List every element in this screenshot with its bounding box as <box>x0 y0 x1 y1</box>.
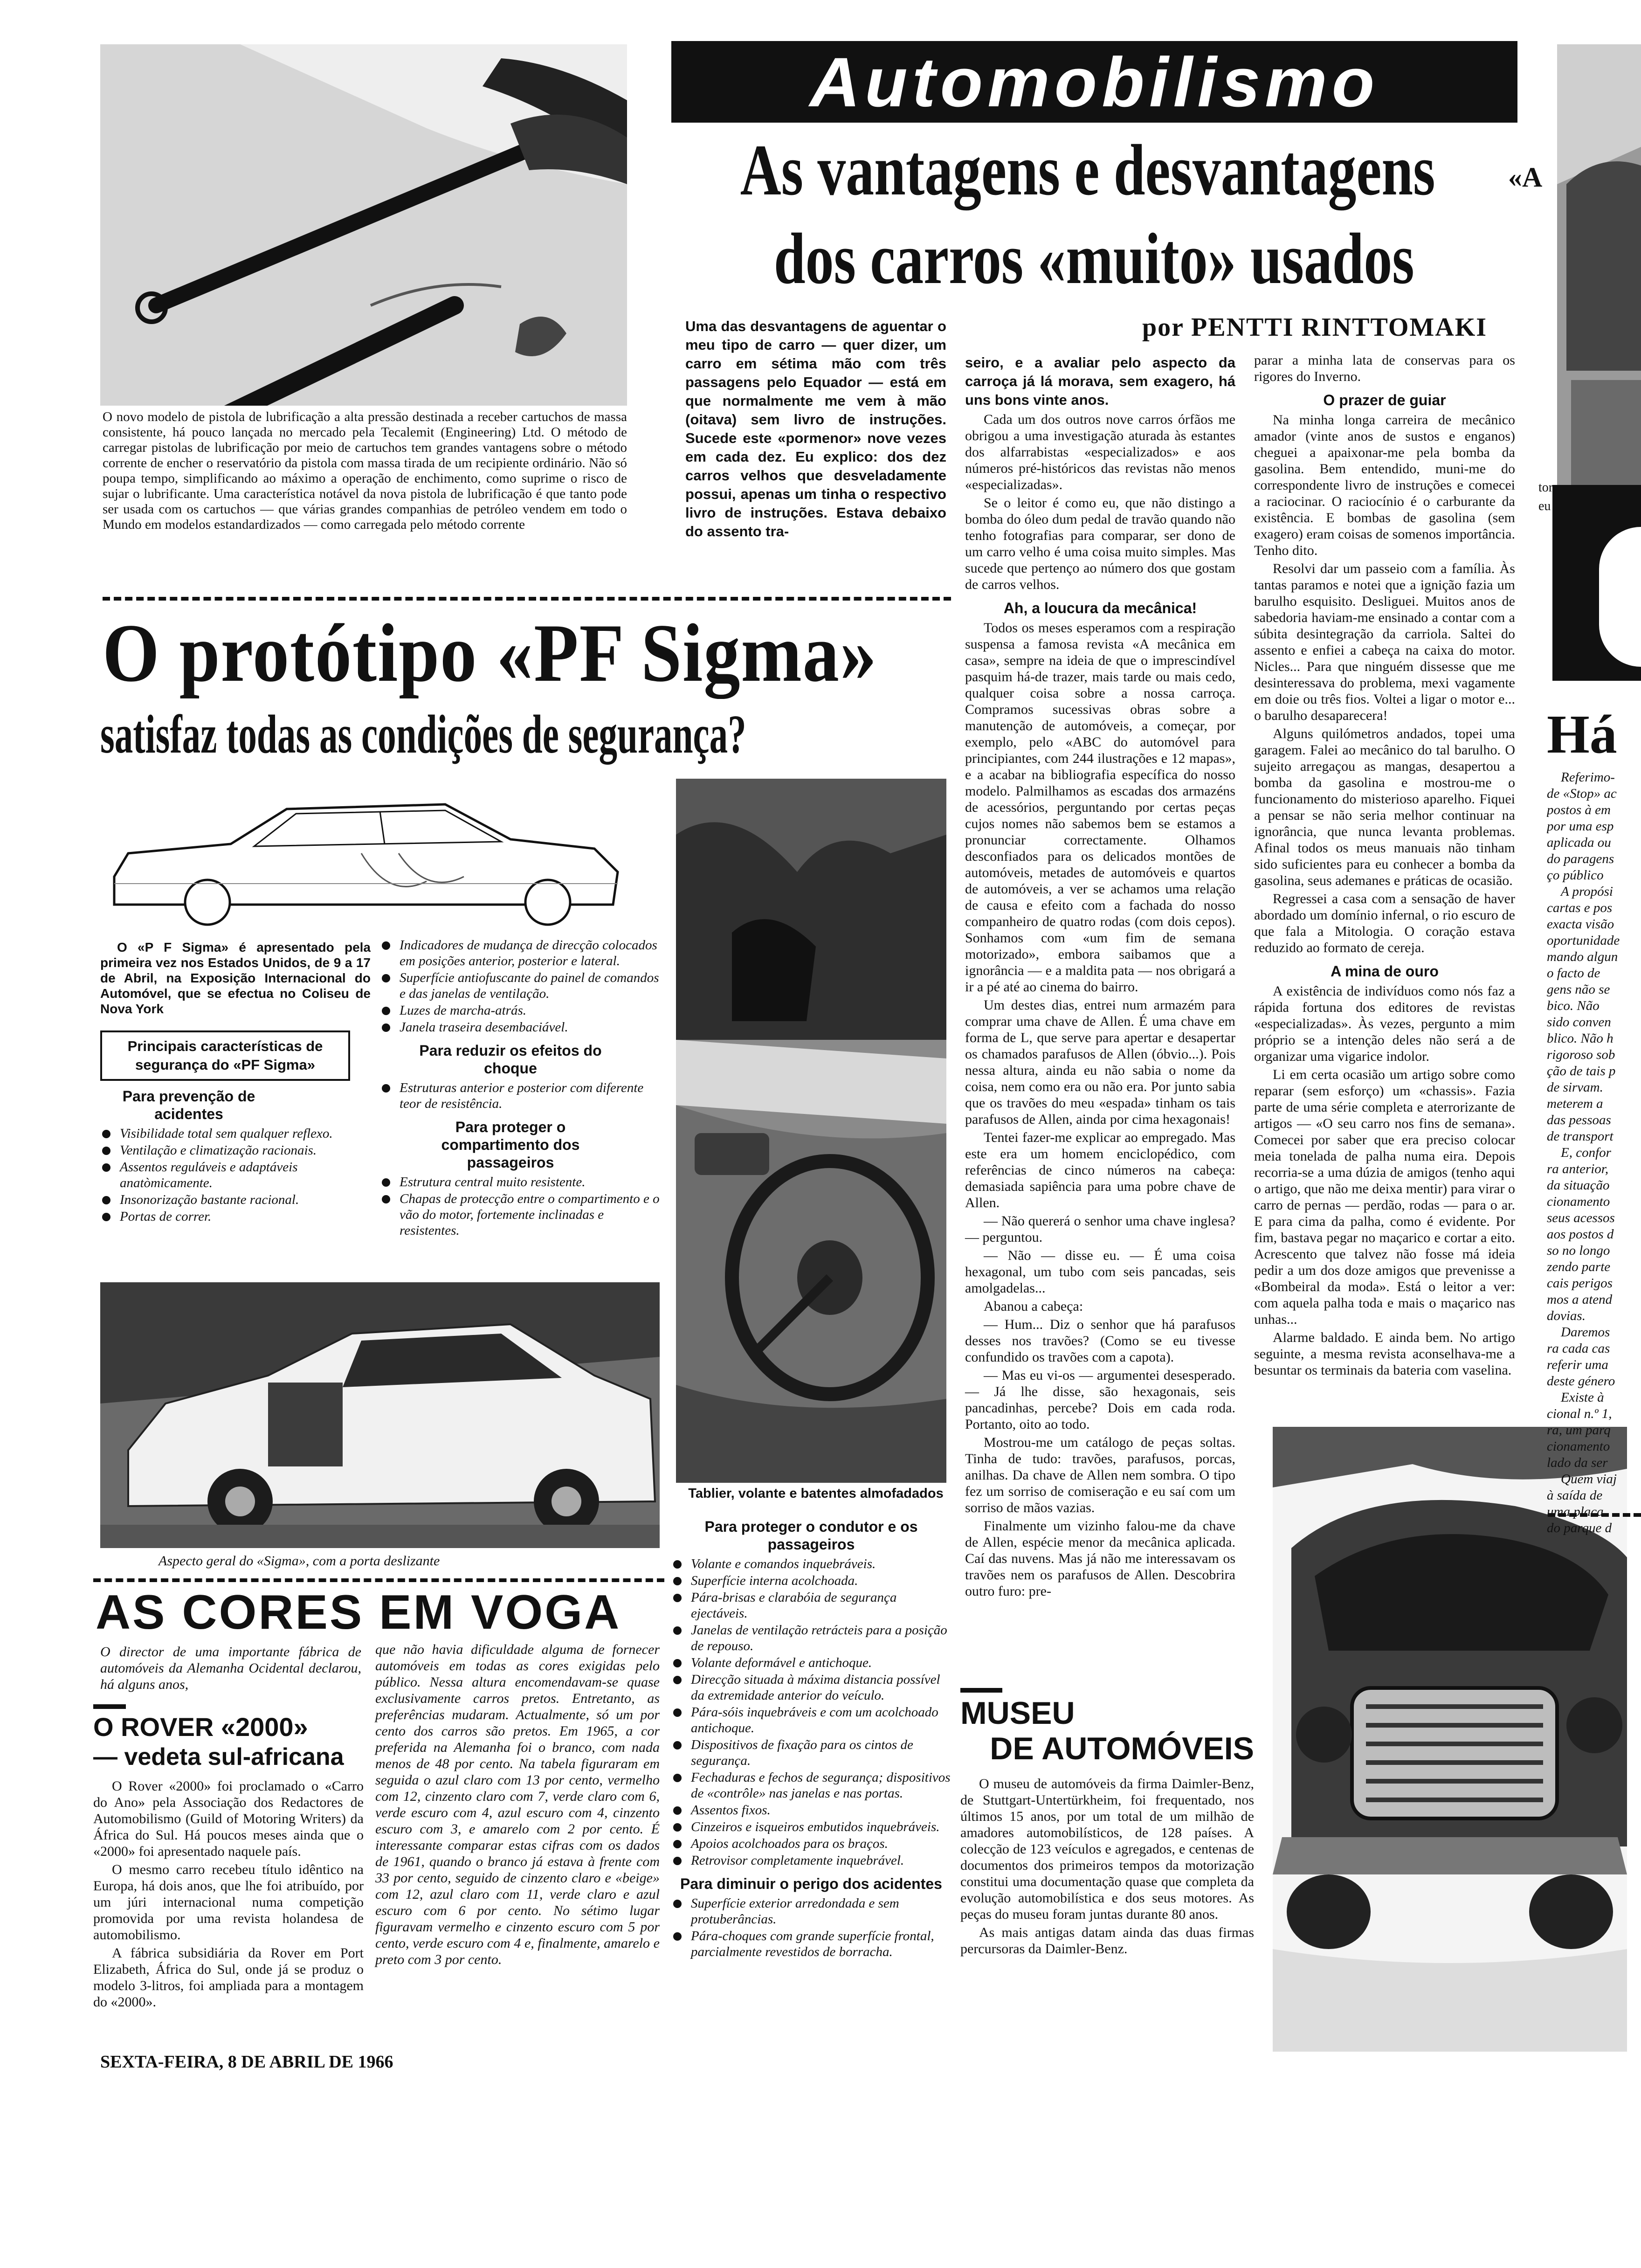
sigma-h-perigo: Para diminuir o perigo dos acidentes <box>680 1875 942 1892</box>
rover-rule <box>93 1704 126 1709</box>
sigma-cond-3: Pára-brisas e clarabóia de segurança ejectáveis. <box>671 1590 951 1621</box>
headline-edge: «A <box>1508 162 1543 193</box>
sigma-cond-12: Apoios acolchoados para os braços. <box>671 1836 951 1852</box>
edge-text-column <box>1547 699 1641 1536</box>
edge-line-24: E, confor <box>1561 1145 1611 1160</box>
sigma-l2-1: Indicadores de mudança de direcção colocados em posições anterior, posterior e lateral. <box>380 937 660 969</box>
edge-line-21: meterem a <box>1547 1096 1603 1111</box>
col3-p3: Se o leitor é como eu, que não distingo a bomba do óleo dum pedal de travão quando não tenho fotografias para comparar, ser dono de um carro velho é uma coisa muito simples. Mas sucede que pertenço ao número dos que gostam de carros velhos. <box>965 495 1235 592</box>
cores-title: AS CORES EM VOGA <box>96 1585 621 1639</box>
sigma-l2-2: Superfície antiofuscante do painel de comandos e das janelas de ventilação. <box>380 970 660 1002</box>
sigma-box <box>100 1030 350 1081</box>
sigma-h-comp: Para proteger o compartimento dos passageiros <box>441 1119 580 1171</box>
sigma-title: O protótipo «PF Sigma» <box>103 607 877 699</box>
edge-line-42: cionamento <box>1547 1439 1610 1454</box>
edge-line-23: de transport <box>1547 1129 1613 1144</box>
edge-line-47: do parque d <box>1547 1521 1612 1535</box>
sigma-perigo-2: Pára-choques com grande superfície frontal, parcialmente revestidos de borracha. <box>671 1928 951 1960</box>
tecalemit-caption: O novo modelo de pistola de lubrificação a alta pressão destinada a receber cartuchos de massa consistente, há pouco lançada no mercado pela Tecalemit (Engineering) Ltd. O método de carregar pistolas de lubrificação por meio de cartuchos tem grandes vantagens sobre o método corrente de encher o reservatório da pistola com massa tirada de um recipiente ordinário. Não só poupa tempo, simplificando ao máximo a operação de enchimento, como suprime o risco de sujar o lubrificante. Uma característica notável da nova pistola de lubrificação é que tanto pode ser usada com os cartuchos — que várias grandes companhias de petróleo vendem em todo o Mundo em modelos estandardizados — como carregada pelo método corrente <box>103 409 627 532</box>
edge-line-29: aos postos d <box>1547 1227 1614 1242</box>
museu-title2: DE AUTOMÓVEIS <box>990 1731 1254 1766</box>
rover-p3: A fábrica subsidiária da Rover em Port Elizabeth, África do Sul, onde já se produz o modelo 3-litros, foi ampliada para a montagem do «2000». <box>93 1945 364 2010</box>
sigma-comp-1: Estrutura central muito resistente. <box>380 1174 660 1190</box>
sigma-l2-4: Janela traseira desembaciável. <box>380 1019 660 1035</box>
edge-line-33: mos a atend <box>1547 1292 1613 1307</box>
sigma-cond-1: Volante e comandos inquebráveis. <box>671 1556 951 1572</box>
col3b-p8: — Mas eu vi-os — argumentei desesperado. — Já lhe disse, são hexagonais, seis pancadinhas, percebe? Dois em cada roda. Portanto, oito ao todo. <box>965 1368 1235 1432</box>
sigma-drawing <box>100 783 660 933</box>
sigma-cond-8: Dispositivos de fixação para os cintos de segurança. <box>671 1737 951 1769</box>
museu-title1: MUSEU <box>960 1695 1075 1731</box>
col4b-p4: Regressei a casa com a sensação de haver abordado um domínio infernal, o rio escuro de que fala a Mitologia. O coração estava reduzido ao formato de cereja. <box>1254 891 1515 955</box>
museu-p2: As mais antigas datam ainda das duas firmas percursoras da Daimler-Benz. <box>960 1925 1254 1957</box>
edge-fragment-eu: eu <box>1538 499 1551 513</box>
edge-line-43: lado da ser <box>1547 1455 1608 1470</box>
sigma-list-perigo <box>671 1895 951 1960</box>
sigma-list-choque <box>380 1080 660 1112</box>
sigma-h-choque: Para reduzir os efeitos do choque <box>419 1042 602 1077</box>
col4b-p3: Alguns quilómetros andados, topei uma garagem. Falei ao mecânico do tal barulho. O sujeito arregaçou as mangas, desapertou a bomba da gasolina e mostrou-me o funcionamento do misterioso aparelho. Fiquei a pensar se não seria melhor continuar na ignorância, que nunca levanta problemas. Afinal todos os meus manuais não tinham sido suficientes para eu conhecer a bomba da gasolina, seus ademanes e práticas de ocasião. <box>1254 726 1515 888</box>
banner-title: Automobilismo <box>809 43 1379 121</box>
edge-line-37: referir uma <box>1547 1357 1608 1372</box>
sigma-cond-10: Assentos fixos. <box>671 1802 951 1818</box>
column-3 <box>965 353 1235 1601</box>
col4b-p2: Resolvi dar um passeio com a família. Às tantas paramos e notei que a ignição fazia um barulho esquisito. Desliguei. Muitos anos de sabedoria haviam-me ensinado a contar com a súbita desintegração da carriola. Saltei do assento e enfiei a cabeça na caixa do motor. Nicles... Para que ninguém dissesse que me desinteressava do problema, mexi vagamente em doie ou três fios. Voltei a ligar o motor e... o barulho desaparecera! <box>1254 561 1515 723</box>
edge-line-35: Daremos <box>1561 1325 1610 1340</box>
edge-fragment-tor: tor <box>1538 480 1553 495</box>
edge-line-3: postos à em <box>1547 802 1611 817</box>
sigma-list-comp <box>380 1174 660 1238</box>
edge-photo-top <box>1557 44 1641 492</box>
sigma-list-2 <box>380 937 660 1035</box>
sigma-l2-3: Luzes de marcha-atrás. <box>380 1003 660 1018</box>
subhead-guiar: O prazer de guiar <box>1323 392 1446 408</box>
sigma-col-mid <box>380 937 660 1239</box>
edge-line-25: ra anterior, <box>1547 1162 1609 1176</box>
col3b-p7: — Hum... Diz o senhor que há parafusos desses nos travões? (Como se eu tivesse confundido os travões com a capota). <box>965 1317 1235 1365</box>
col3-p1: seiro, e a avaliar pelo aspecto da carroça já lá morava, sem exagero, há uns bons vinte anos. <box>965 354 1235 408</box>
edge-line-15: bico. Não <box>1547 998 1600 1013</box>
col4c-p2: Li em certa ocasião um artigo sobre como reparar (sem esforço) um «chassis». Fazia parte de uma série completa e aterrorizante de artigos — «O seu carro nos fins de semana». Comecei por saber que era preciso colocar meia tonelada de palha numa eira. Depois recorria-se a uma dúzia de amigos (tenho aqui o artigo, que não me deixa mentir) para virar o carro de pernas — perdão, rodas — para o ar. E para cima da palha, como é evidente. Por fim, bastava pegar no maçarico e cortar a eito. Acrescento que talvez não fosse má ideia pedir a um dos doze amigos que prevenisse a «Bombeiral da moda». Está o leitor a ver: com aquela palha toda e mais o maçarico nas unhas... <box>1254 1067 1515 1327</box>
sigma-cond-7: Pára-sóis inquebráveis e com um acolchoado antichoque. <box>671 1704 951 1736</box>
sigma-choque-1: Estruturas anterior e posterior com diferente teor de resistência. <box>380 1080 660 1112</box>
col4c-p1: A existência de indivíduos como nós faz a rápida fortuna dos editores de revistas «especializadas». Às vezes, pergunto a mim próprio se a intenção deles não será a de organizar uma vigarice indolor. <box>1254 983 1515 1064</box>
edge-line-36: ra cada cas <box>1547 1341 1610 1356</box>
sigma-cond-2: Superfície interna acolchoada. <box>671 1573 951 1589</box>
edge-heading: Há <box>1547 704 1617 765</box>
col3b-p10: Finalmente um vizinho falou-me da chave de Allen, espécie menor da mecânica aplicada. Caí das nuvens. Mas já não me interessavam os travões nem os parafusos de Allen. Descobrira outro furo: pre- <box>965 1518 1235 1599</box>
edge-line-5: aplicada ou <box>1547 835 1611 850</box>
museu-section <box>960 1688 1254 1959</box>
edge-line-4: por uma esp <box>1547 819 1614 834</box>
edge-big-letter <box>1599 527 1641 667</box>
sigma-subtitle: satisfaz todas as condições de segurança? <box>100 704 746 765</box>
sigma-car-photo <box>100 1282 660 1548</box>
edge-line-10: exacta visão <box>1547 917 1614 932</box>
edge-line-41: ra, um parq <box>1547 1423 1611 1438</box>
footer-date: SEXTA-FEIRA, 8 DE ABRIL DE 1966 <box>100 2052 393 2072</box>
edge-line-40: cional n.º 1, <box>1547 1406 1612 1421</box>
edge-dash <box>1548 1513 1641 1517</box>
sigma-prev-1: Visibilidade total sem qualquer reflexo. <box>100 1126 371 1141</box>
edge-line-31: zendo parte <box>1547 1259 1611 1274</box>
sigma-col-right <box>671 1518 951 1961</box>
rover-section <box>93 1704 364 2012</box>
museu-rule <box>960 1688 1002 1693</box>
sigma-cond-13: Retrovisor completamente inquebrável. <box>671 1853 951 1868</box>
sigma-prev-3: Assentos reguláveis e adaptáveis anatòmicamente. <box>100 1159 371 1191</box>
sigma-prev-5: Portas de correr. <box>100 1209 371 1224</box>
sigma-photo-caption: Aspecto geral do «Sigma», com a porta deslizante <box>159 1553 440 1569</box>
automobilismo-banner <box>671 41 1517 123</box>
col3-p2: Cada um dos outros nove carros órfãos me obrigou a uma investigação aturada às estantes dos alfarrabistas «especializados» e aos números pré-históricos das revistas não menos «especializadas». <box>965 412 1235 492</box>
edge-line-46: uma placa <box>1547 1504 1604 1519</box>
museu-p1: O museu de automóveis da firma Daimler-Benz, de Stuttgart-Untertürkheim, foi frequentado, nos últimos 15 anos, por um total de um milhão de amadores automobilísticos, de 128 países. A colecção de 123 veículos e agregados, e centenas de documentos dos primeiros tempos da motorização constitui uma documentação quase que completa da evolução automobilística e dos seus motores. As peças do museu foram juntas durante 80 anos. <box>960 1776 1254 1922</box>
sigma-perigo-1: Superfície exterior arredondada e sem protuberâncias. <box>671 1895 951 1927</box>
headline-line2: dos carros «muito» usados <box>774 218 1414 299</box>
sigma-col-left <box>100 940 371 1225</box>
col3b-p3: Tentei fazer-me explicar ao empregado. Mas este era um homem enciclopédico, com referências de cinco números na cabeça: demasiada sapiência para uma pobre chave de Allen. <box>965 1130 1235 1210</box>
rover-p1: O Rover «2000» foi proclamado o «Carro do Ano» pela Associação dos Redactores de Automobilismo (Guild of Motoring Writers) da África do Sul. Há poucos meses ainda que o «2000» foi apresentado naquele país. <box>93 1778 364 1859</box>
col3b-p4: — Não quererá o senhor uma chave inglesa? — perguntou. <box>965 1213 1235 1245</box>
cores-lead: O director de uma importante fábrica de automóveis da Alemanha Ocidental declarou, há alguns anos, <box>100 1644 361 1692</box>
sigma-cond-6: Direcção situada à máxima distancia possível da extremidade anterior do veículo. <box>671 1672 951 1703</box>
rover-title: O ROVER «2000» <box>93 1712 308 1742</box>
subhead-mecanica: Ah, a loucura da mecânica! <box>1003 600 1197 616</box>
col3b-p5: — Não — disse eu. — É uma coisa hexagonal, um tubo com seis pancadas, seis amolgadelas... <box>965 1248 1235 1296</box>
byline: por PENTTI RINTTOMAKI <box>1142 313 1488 342</box>
subhead-ouro: A mina de ouro <box>1331 963 1439 980</box>
col3b-p6: Abanou a cabeça: <box>984 1299 1083 1314</box>
sigma-cond-9: Fechaduras e fechos de segurança; dispositivos de «contrôle» nas janelas e nas portas. <box>671 1770 951 1801</box>
article-intro: Uma das desvantagens de aguentar o meu tipo de carro — quer dizer, um carro em sétima mão com três passagens pelo Equador — está em que normalmente me vem à mão (oitava) sem livro de instruções. Sucede este «pormenor» nove vezes em cada dez. Eu explico: dos dez carros velhos que desveladamente possui, apenas um tinha o respectivo livro de instruções. Estava debaixo do assento tra- <box>685 318 946 539</box>
edge-line-14: gens não se <box>1547 982 1610 997</box>
column-4 <box>1254 352 1515 1380</box>
edge-line-20: de sirvam. <box>1547 1080 1603 1095</box>
edge-line-22: das pessoas <box>1547 1113 1611 1127</box>
edge-line-30: so no longo <box>1547 1243 1610 1258</box>
sigma-list-condutor <box>671 1556 951 1868</box>
edge-line-44: Quem viaj <box>1561 1472 1617 1487</box>
tablier-caption: Tablier, volante e batentes almofadados <box>688 1486 944 1501</box>
headline-line1: As vantagens e desvantagens <box>740 130 1435 210</box>
edge-line-39: Existe à <box>1561 1390 1604 1405</box>
cores-body: que não havia dificuldade alguma de fornecer automóveis em todas as cores exigidas pelo público. Nessa altura encomendavam-se quase exclusivamente carros pretos. Entretanto, as preferências mudaram. Actualmente, só um por cento dos carros são pretos. Em 1965, a cor preferida na Alemanha foi o branco, com nada menos de 48 por cento. Na tabela figuraram em seguida o azul claro com 13 por cento, vermelho com 12, cinzento claro com 7, verde claro com 6, verde escuro com 4, azul escuro com 4, cinzento escuro com 3, e amarelo com 2 por cento. É interessante comparar estas cifras com os dados de 1961, quando o branco já estava à frente com 33 por cento, seguido de cinzento claro e «beige» com 12, azul claro com 11, verde claro e azul escuro com 6 por cento. No sétimo lugar figuravam vermelho e cinzento escuro com 5 por cento, verde escuro com 4 e, finalmente, amarelo e preto com 3 por cento. <box>375 1642 660 1967</box>
rover-p2: O mesmo carro recebeu título idêntico na Europa, há dois anos, que lhe foi atribuído, por um júri internacional numa competição promovida por uma revista holandesa de automobilismo. <box>93 1862 364 1943</box>
edge-line-26: da situação <box>1547 1178 1610 1193</box>
rover-subtitle: — vedeta sul-africana <box>93 1743 344 1770</box>
edge-line-11: oportunidade <box>1547 933 1620 948</box>
sigma-intro: O «P F Sigma» é apresentado pela primeira vez nos Estados Unidos, de 9 a 17 de Abril, na Exposição Internacional do Automóvel, que se efectua no Coliseu de Nova York <box>100 940 371 1016</box>
edge-line-13: o facto de <box>1547 966 1600 981</box>
sigma-h-condutor: Para proteger o condutor e os passageiros <box>704 1518 918 1553</box>
edge-line-19: ção de tais p <box>1547 1064 1616 1079</box>
col3b-p2: Um destes dias, entrei num armazém para comprar uma chave de Allen. É uma chave em forma de L, que serve para apertar e desapertar os chamados parafusos de Allen (óbvio...). Pois nessa altura, ainda eu não sabia o nome da coisa, nem como era ou não era. Por junto sabia que os travões do meu «espada» tinham os tais parafusos de Allen, ainda por cima hexagonais! <box>965 997 1235 1127</box>
edge-line-32: cais perigos <box>1547 1276 1613 1291</box>
sigma-separator <box>103 597 951 601</box>
col3b-p1: Todos os meses esperamos com a respiração suspensa a famosa revista «A mecânica em casa», sempre na ideia de que o imprescindível pasquim há-de trazer, mais tarde ou mais cedo, qualquer coisa sobre a nossa carroça. Compramos sucessivas obras sobre a manutenção de automóveis, a começar, por exemplo, pelo «ABC do automóvel para principiantes, com 244 ilustrações e 12 mapas», e a acabar na bibliografia específica do nosso modelo. Palmilhamos as escadas dos armazéns de acessórios, perguntando por certas peças cujos nomes não sabemos bem se estamos a pronunciar correctamente. Olhamos desconfiados para os delicados montões de automóveis, metades de automóveis e quartos de automóveis, a ver se achamos uma relação de causa e efeito com a fachada do nosso companheiro de quatro rodas (com dois cepos). Sonhamos com «um fim de semana motorizado», embora saibamos que a ignorância — e a maldita pata — nos obrigará a ir a pé até ao cinema do bairro. <box>965 620 1235 995</box>
edge-line-38: deste género <box>1547 1374 1615 1389</box>
edge-line-12: mando algun <box>1547 949 1618 964</box>
edge-line-27: cionamento <box>1547 1194 1610 1209</box>
edge-line-17: blico. Não h <box>1547 1031 1613 1046</box>
sigma-cond-5: Volante deformável e antichoque. <box>671 1655 951 1671</box>
edge-line-28: seus acessos <box>1547 1210 1615 1225</box>
cores-separator <box>93 1578 664 1582</box>
edge-line-34: dovias. <box>1547 1308 1586 1323</box>
museu-body <box>960 1776 1254 1957</box>
edge-line-18: rigoroso sob <box>1547 1047 1615 1062</box>
sigma-box-label: Principais características de segurança do «PF Sigma» <box>127 1038 323 1073</box>
sigma-list-prev <box>100 1126 371 1224</box>
sigma-cond-4: Janelas de ventilação retrácteis para a posição de repouso. <box>671 1622 951 1654</box>
sigma-h-prev: Para prevenção de acidentes <box>122 1088 255 1122</box>
col4c-p3: Alarme baldado. E ainda bem. No artigo seguinte, a mesma revista aconselhava-me a besuntar os terminais da bateria com vaselina. <box>1254 1330 1515 1378</box>
edge-line-45: à saída de <box>1547 1488 1603 1503</box>
edge-line-6: do paragens <box>1547 851 1614 866</box>
sigma-prev-4: Insonorização bastante racional. <box>100 1192 371 1208</box>
edge-line-1: Referimo- <box>1561 770 1615 785</box>
col4b-p1: Na minha longa carreira de mecânico amador (vinte anos de sustos e enganos) cheguei a apaixonar-me pela bomba da gasolina. Bem entendido, muni-me do correspondente livro de instruções e comecei a raciocinar. O raciocínio é o carburante da existência. E bombas de gasolina (sem exagero) eram coisas de somenos importância. Tenho dito. <box>1254 412 1515 558</box>
edge-line-8: A propósi <box>1561 884 1613 899</box>
edge-line-7: ço público <box>1547 868 1604 883</box>
edge-line-2: de «Stop» ac <box>1547 786 1617 801</box>
grease-gun-photo <box>100 44 627 406</box>
sigma-prev-2: Ventilação e climatização racionais. <box>100 1142 371 1158</box>
col3b-p9: Mostrou-me um catálogo de peças soltas. Tinha de tudo: travões, parafusos, porcas, anilhas. Da chave de Allen nem sombra. O tipo fez um sorriso de comiseração e eu saí com um sorriso de mãos vazias. <box>965 1435 1235 1515</box>
rover-body <box>93 1778 364 2010</box>
edge-line-9: cartas e pos <box>1547 900 1613 915</box>
tablier-photo <box>676 779 946 1483</box>
edge-line-16: sido conven <box>1547 1015 1611 1030</box>
sigma-cond-11: Cinzeiros e isqueiros embutidos inquebráveis. <box>671 1819 951 1835</box>
col4-p0: parar a minha lata de conservas para os rigores do Inverno. <box>1254 353 1515 384</box>
sigma-comp-2: Chapas de protecção entre o compartimento e o vão do motor, fortemente inclinadas e resistentes. <box>380 1191 660 1238</box>
